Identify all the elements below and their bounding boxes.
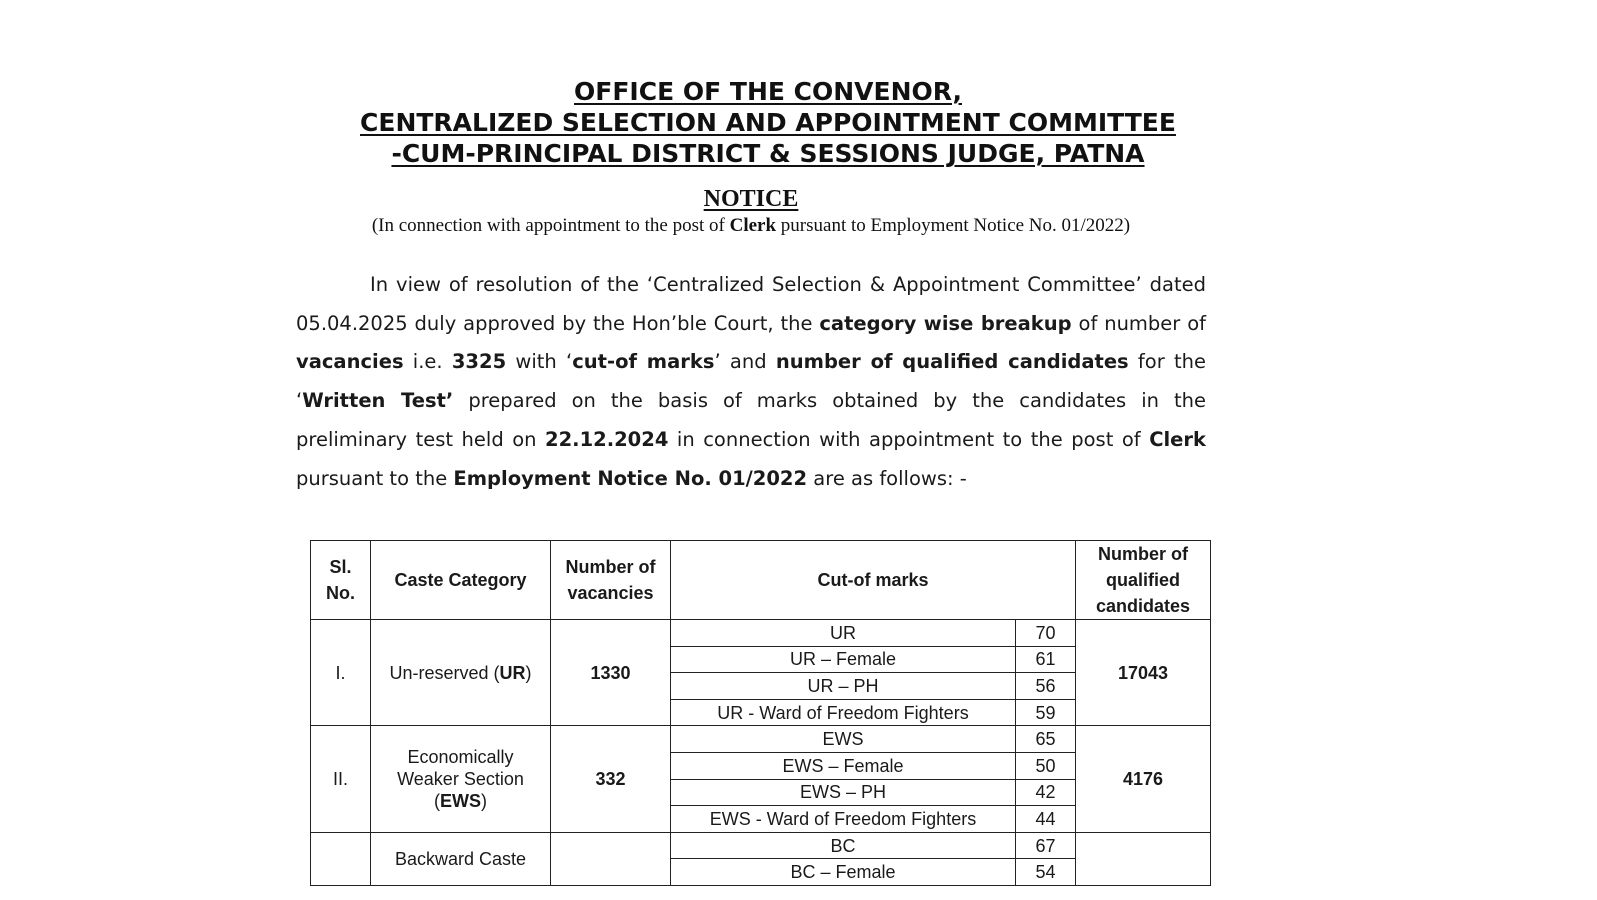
cell-sl-no	[311, 832, 371, 885]
cell-caste-category: Backward Caste	[371, 832, 551, 885]
cell-cutoff-label: UR - Ward of Freedom Fighters	[671, 699, 1016, 726]
cell-cutoff-marks: 54	[1016, 859, 1076, 886]
office-header	[0, 76, 1536, 169]
cell-cutoff-label: UR – PH	[671, 673, 1016, 700]
cell-vacancies: 1330	[551, 620, 671, 726]
cell-cutoff-marks: 70	[1016, 620, 1076, 647]
cell-cutoff-marks: 56	[1016, 673, 1076, 700]
table-row	[311, 620, 1211, 647]
cell-cutoff-label: EWS - Ward of Freedom Fighters	[671, 806, 1016, 833]
header-caste-category: Caste Category	[371, 541, 551, 620]
cutoff-table	[310, 540, 1211, 886]
notice-subtitle: (In connection with appointment to the post of Clerk pursuant to Employment Notice No. 01/2022)	[371, 215, 1131, 236]
cell-vacancies	[551, 832, 671, 885]
cell-cutoff-marks: 42	[1016, 779, 1076, 806]
cell-cutoff-label: EWS – PH	[671, 779, 1016, 806]
notice-paragraph: In view of resolution of the ‘Centralized Selection & Appointment Committee’ dated 05.04.2025 duly approved by the Hon’ble Court, the category wise breakup of number of vacancies i.e. 3325 with ‘cut-of marks’ and number of qualified candidates for the ‘Written Test’ prepared on the basis of marks obtained by the candidates in the preliminary test held on 22.12.2024 in connection with appointment to the post of Clerk pursuant to the Employment Notice No. 01/2022 are as follows: -	[296, 273, 1207, 490]
cell-cutoff-marks: 59	[1016, 699, 1076, 726]
header-cutoff-marks: Cut-of marks	[671, 541, 1076, 620]
cell-cutoff-marks: 44	[1016, 806, 1076, 833]
table-row	[311, 726, 1211, 753]
header-sl-no: Sl. No.	[311, 541, 371, 620]
header-line-3: -CUM-PRINCIPAL DISTRICT & SESSIONS JUDGE, PATNA	[391, 139, 1145, 168]
header-line-2: CENTRALIZED SELECTION AND APPOINTMENT COMMITTEE	[360, 108, 1176, 137]
cell-cutoff-label: UR	[671, 620, 1016, 647]
cell-cutoff-label: BC	[671, 832, 1016, 859]
header-line-1: OFFICE OF THE CONVENOR,	[574, 77, 962, 106]
cell-sl-no: I.	[311, 620, 371, 726]
cell-cutoff-marks: 65	[1016, 726, 1076, 753]
header-vacancies: Number of vacancies	[551, 541, 671, 620]
notice-title: NOTICE	[703, 186, 799, 212]
cell-cutoff-marks: 61	[1016, 646, 1076, 673]
cell-vacancies: 332	[551, 726, 671, 832]
cell-qualified-candidates: 4176	[1076, 726, 1211, 832]
cell-cutoff-marks: 67	[1016, 832, 1076, 859]
cell-sl-no: II.	[311, 726, 371, 832]
table-header-row	[311, 541, 1211, 620]
cell-qualified-candidates	[1076, 832, 1211, 885]
table-row	[311, 832, 1211, 859]
cell-caste-category: Un-reserved (UR)	[371, 620, 551, 726]
cell-cutoff-label: BC – Female	[671, 859, 1016, 886]
cell-cutoff-label: EWS	[671, 726, 1016, 753]
cell-cutoff-marks: 50	[1016, 752, 1076, 779]
cell-cutoff-label: UR – Female	[671, 646, 1016, 673]
cell-cutoff-label: EWS – Female	[671, 752, 1016, 779]
header-qualified-candidates: Number of qualified candidates	[1076, 541, 1211, 620]
cell-caste-category: Economically Weaker Section (EWS)	[371, 726, 551, 832]
cell-qualified-candidates: 17043	[1076, 620, 1211, 726]
